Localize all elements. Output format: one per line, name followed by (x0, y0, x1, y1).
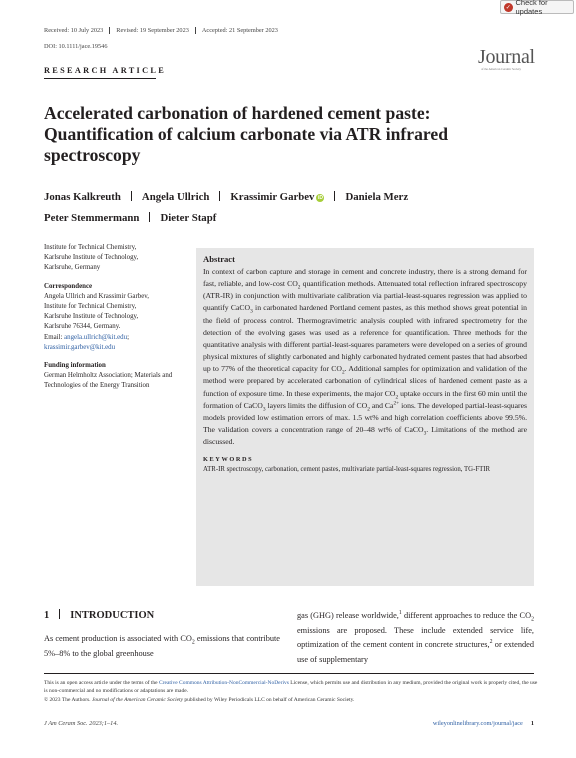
intro-column-2: gas (GHG) release worldwide,$^1$ different approaches to reduce the $CO_2$ emissions are proposed. These include extended service life, optimization of the cement content in concrete structures,$^2$ or extended use of supplementary (297, 610, 534, 664)
received-date: Received: 10 July 2023 (44, 27, 110, 34)
email-label: Email: (44, 333, 65, 341)
section-divider (59, 609, 60, 619)
email-link[interactable]: angela.ullrich@kit.edu (64, 333, 128, 341)
author-separator (334, 191, 335, 201)
funding-text: German Helmholtz Association; Materials and Technologies of the Energy Transition (44, 372, 173, 390)
keywords-text: ATR-IR spectroscopy, carbonation, cement pastes, multivariate partial-least-squares regression, TG-FTIR (203, 466, 491, 474)
article-type-rule (44, 78, 156, 79)
author-separator (131, 191, 132, 201)
license-link[interactable]: Creative Commons Attribution-NonCommercial-NoDerivs (159, 680, 289, 686)
doi: DOI: 10.1111/jace.19546 (44, 43, 108, 50)
author[interactable]: Dieter Stapf (160, 212, 217, 224)
footnote-rule (44, 673, 534, 674)
author[interactable]: Krassimir Garbev (230, 191, 315, 203)
history-dates (44, 27, 284, 34)
affiliation-line: Institute for Technical Chemistry, (44, 244, 137, 251)
author[interactable]: Peter Stemmermann (44, 212, 140, 224)
revised-date: Revised: 19 September 2023 (110, 27, 196, 34)
affiliation-line: Karlsruhe Institute of Technology, (44, 254, 139, 262)
funding-heading: Funding information (44, 362, 106, 370)
license-footnote: This is an open access article under the terms of the Creative Commons Attribution-NonCommercial-NoDerivs License, which permits use and distribution in any medium, provided the original work is properly cited, the use is non-commercial and no modifications or adaptations are made. © 2023 The Authors. Journal of the American Ceramic Society published by Wiley Periodicals LLC on behalf of American Ceramic Society. (44, 680, 538, 703)
section-title: INTRODUCTION (70, 610, 155, 621)
check-updates-button[interactable] (500, 0, 574, 14)
affiliation (44, 243, 189, 274)
section-heading (44, 609, 154, 621)
author-separator (219, 191, 220, 201)
author[interactable]: Angela Ullrich (141, 191, 210, 203)
journal-logo-sub: of the American Ceramic Society (481, 67, 521, 71)
journal-url-line (433, 720, 534, 727)
intro-column-1: As cement production is associated with $CO_2$ emissions that contribute 5%–8% to the global greenhouse (44, 634, 280, 658)
correspondence-heading: Correspondence (44, 282, 93, 290)
abstract-heading: Abstract (203, 254, 235, 264)
accepted-date: Accepted: 21 September 2023 (201, 27, 278, 34)
keywords-heading: KEYWORDS (203, 456, 254, 464)
page-number: 1 (530, 720, 534, 727)
correspondence-line: Angela Ullrich and Krassimir Garbev, (44, 292, 149, 300)
paper-title: Accelerated carbonation of hardened cement paste: Quantification of calcium carbonate via ATR infrared spectroscopy (44, 103, 448, 165)
citation-line: J Am Ceram Soc. 2023;1–14. (44, 720, 119, 727)
abstract-text: In context of carbon capture and storage in cement and concrete industry, there is a strong demand for fast, reliable, and low-cost $CO_2$ quantification methods. Attenuated total reflection infrared spectroscopy (ATR-IR) in conjunction with multivariate calibration via partial-least-squares regression was applied to quantify CaCO$_3$ in carbonated hardened Portland cement pastes, as this method shows great potential in the field of process control. Thermogravimetric analysis coupled with infrared spectrometry for the detection of the evolving gases was used as a reference for quantification. Three methods for the quantitative analysis with different partial-least-squares parameters were developed on a series of ground physical mixtures of slightly carbonated and highly carbonated hydrated cement pastes that had absorbed up to 77% of the theoretical capacity for $CO_2$. Additional samples for optimization and validation of the method were prepared by accelerated carbonation of cylindrical slices of hardened cement paste as a function of exposure time. In these experiments, the major $CO_2$ uptake occurs in the first 60 min until the formation of CaCO$_3$ layers limits the diffusion of $CO_2$ and $Ca^{2+}$ ions. The developed partial-least-squares models provided low estimation errors of max. 1.5 wt% and high correlation coefficients above 99.5%. The validation covers a concentration range of 20–48 wt% of CaCO$_3$. Limitations of the method are discussed. (203, 267, 528, 447)
correspondence-line: Institute for Technical Chemistry, (44, 303, 137, 311)
orcid-icon[interactable]: iD (317, 195, 323, 201)
correspondence-line: Karlsruhe Institute of Technology, (44, 313, 139, 321)
reference-link[interactable]: 2 (489, 639, 493, 646)
reference-link[interactable]: 1 (398, 610, 402, 617)
check-updates-label: Check for updates (515, 0, 548, 16)
author-list (44, 187, 544, 229)
affiliation-column (44, 243, 189, 392)
email-link[interactable]: krassimir.garbev@kit.edu (44, 343, 116, 351)
check-updates-icon: ✓ (505, 4, 511, 11)
journal-url-link[interactable]: wileyonlinelibrary.com/journal/jace (432, 720, 523, 727)
author-separator (149, 212, 150, 222)
affiliation-line: Karlsruhe, Germany (44, 264, 101, 272)
journal-logo: Journal (478, 46, 535, 68)
abstract-box (196, 248, 534, 586)
correspondence-line: Karlsruhe 76344, Germany. (44, 323, 121, 331)
article-type: RESEARCH ARTICLE (44, 66, 167, 75)
email-line: Email: angela.ullrich@kit.edu; (44, 333, 129, 341)
author[interactable]: Jonas Kalkreuth (44, 191, 121, 203)
author[interactable]: Daniela Merz (345, 191, 409, 203)
section-number: 1 (44, 610, 50, 621)
